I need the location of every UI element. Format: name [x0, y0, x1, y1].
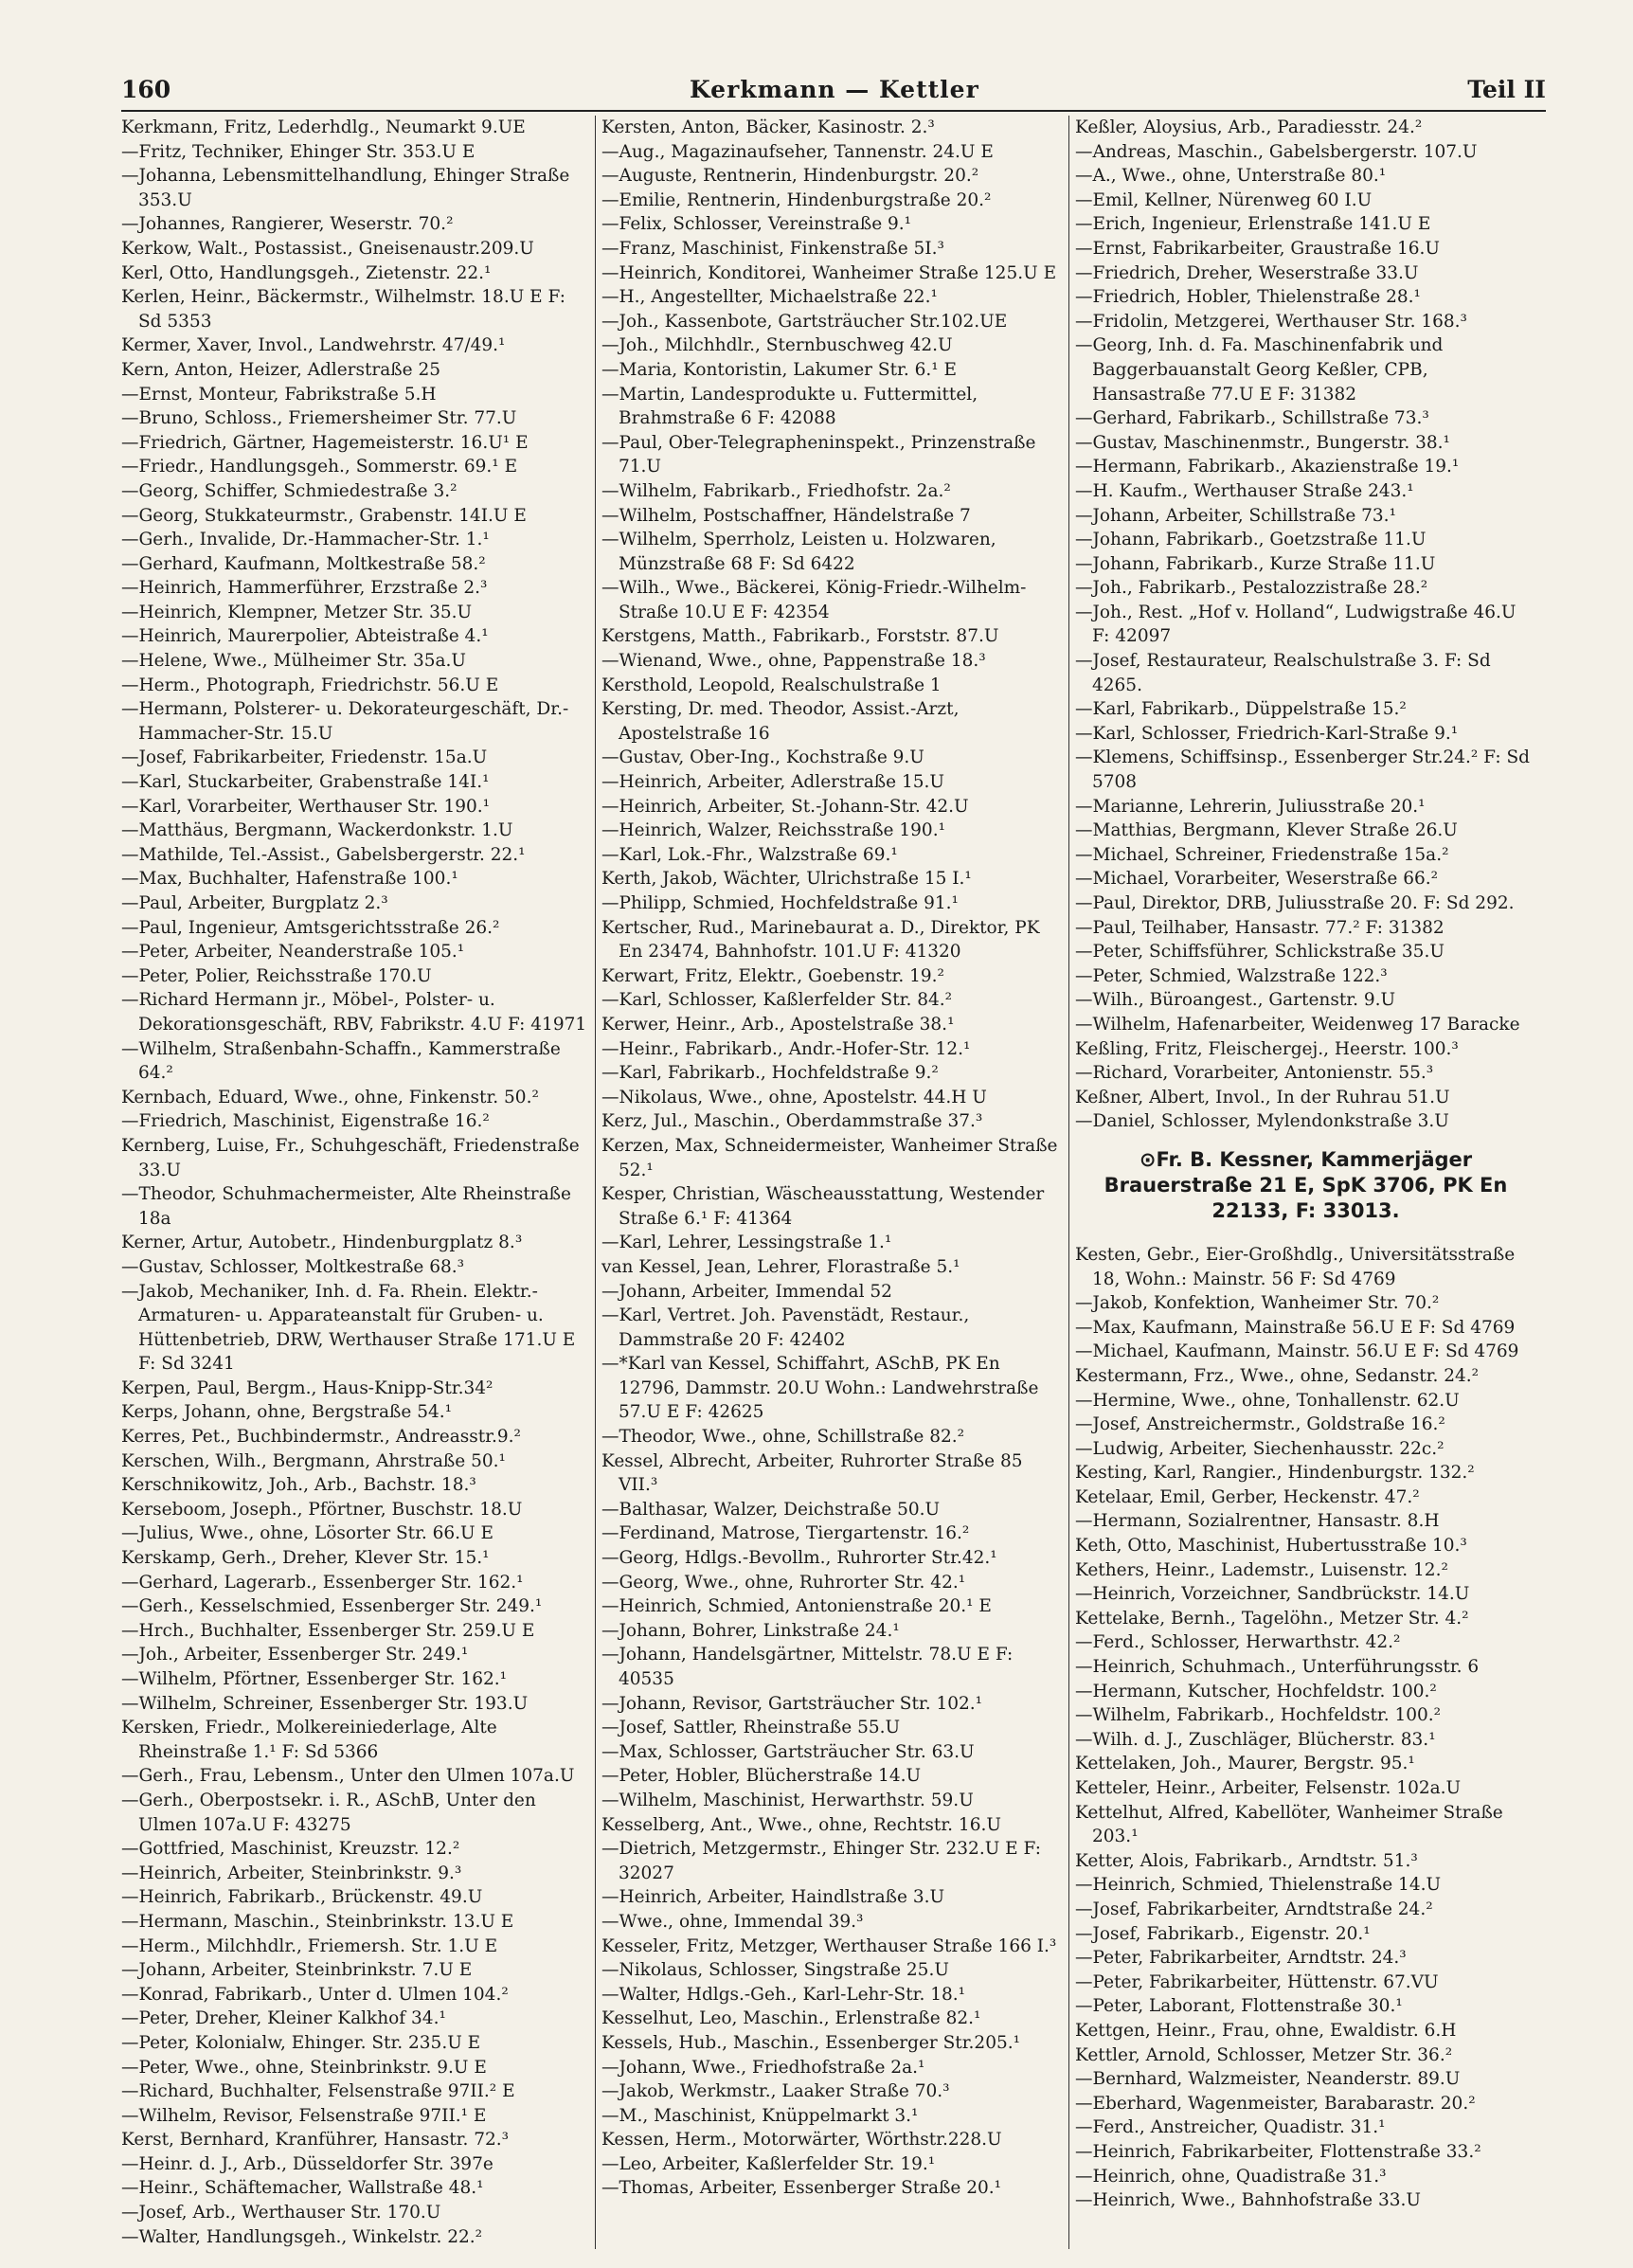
- directory-entry: —H. Kaufm., Werthauser Straße 243.¹: [1075, 480, 1414, 501]
- directory-entry: —Gerh., Frau, Lebensm., Unter den Ulmen 107a.U: [121, 1766, 575, 1787]
- directory-entry: —Heinrich, Schuhmach., Unterführungsstr. 6: [1075, 1657, 1480, 1678]
- directory-entry: —Wilhelm, Revisor, Felsenstraße 97II.¹ E: [121, 2105, 487, 2126]
- directory-columns: [121, 116, 1546, 2249]
- directory-entry: —Maria, Kontoristin, Lakumer Str. 6.¹ E: [601, 359, 958, 380]
- directory-entry: —Wilhelm, Pförtner, Essenberger Str. 162.¹: [121, 1669, 508, 1689]
- directory-entry: —Joh., Kassenbote, Gartsträucher Str.102.UE: [601, 311, 1008, 332]
- directory-entry: —Balthasar, Walzer, Deichstraße 50.U: [601, 1499, 941, 1520]
- directory-entry: —Georg, Wwe., ohne, Ruhrorter Str. 42.¹: [601, 1572, 966, 1593]
- advertisement-kessner: [1075, 1147, 1536, 1224]
- directory-entry: Kersting, Dr. med. Theodor, Assist.-Arzt, Apostelstraße 16: [601, 699, 960, 744]
- directory-entry: —Heinrich, Arbeiter, Adlerstraße 15.U: [601, 772, 944, 793]
- directory-entry: Kermer, Xaver, Invol., Landwehrstr. 47/49.¹: [121, 335, 506, 356]
- directory-entry: —A., Wwe., ohne, Unterstraße 80.¹: [1075, 166, 1387, 187]
- directory-entry: —Paul, Ober-Telegrapheninspekt., Prinzenstraße 71.U: [601, 432, 1036, 477]
- directory-entry: —Heinrich, Walzer, Reichsstraße 190.¹: [601, 820, 945, 841]
- directory-entry: Kerz, Jul., Maschin., Oberdammstraße 37.³: [601, 1111, 983, 1132]
- directory-entry: —Gerh., Oberpostsekr. i. R., ASchB, Unter den Ulmen 107a.U F: 43275: [121, 1790, 536, 1835]
- directory-entry: —Ferdinand, Matrose, Tiergartenstr. 16.²: [601, 1523, 970, 1544]
- directory-entry: —Herm., Milchhdlr., Friemersh. Str. 1.U E: [121, 1935, 498, 1956]
- directory-entry: Kettler, Arnold, Schlosser, Metzer Str. 36.²: [1075, 2044, 1453, 2065]
- directory-entry: —Johanna, Lebensmittelhandlung, Ehinger Straße 353.U: [121, 166, 570, 210]
- directory-entry: —Theodor, Schuhmachermeister, Alte Rheinstraße 18a: [121, 1184, 571, 1229]
- directory-entry: —Nikolaus, Wwe., ohne, Apostelstr. 44.H U: [601, 1087, 987, 1107]
- directory-entry: —Ernst, Monteur, Fabrikstraße 5.H: [121, 384, 437, 405]
- header-rule: [121, 110, 1546, 112]
- running-title: Kerkmann — Kettler: [690, 76, 979, 103]
- directory-entry: —Karl, Fabrikarb., Düppelstraße 15.²: [1075, 699, 1407, 720]
- directory-entry: —Georg, Stukkateurmstr., Grabenstr. 14I.U E: [121, 505, 527, 526]
- directory-entry: Kerpen, Paul, Bergm., Haus-Knipp-Str.34²: [121, 1377, 493, 1398]
- column-middle: [595, 116, 1068, 2249]
- directory-entry: —Gustav, Maschinenmstr., Bungerstr. 38.¹: [1075, 432, 1450, 453]
- directory-entry: —Walter, Handlungsgeh., Winkelstr. 22.²: [121, 2226, 483, 2247]
- ad-line-2: Brauerstraße 21 E, SpK 3706, PK En: [1104, 1173, 1508, 1197]
- directory-entry: —Wwe., ohne, Immendal 39.³: [601, 1911, 864, 1932]
- directory-entry: —Peter, Hobler, Blücherstraße 14.U: [601, 1766, 922, 1787]
- directory-entry: —Wilhelm, Hafenarbeiter, Weidenweg 17 Baracke: [1075, 1014, 1520, 1035]
- directory-entry: —Gerhard, Fabrikarb., Schillstraße 73.³: [1075, 408, 1429, 429]
- ad-marker-icon: ⊙: [1139, 1147, 1157, 1171]
- directory-entry: —Gerhard, Kaufmann, Moltkestraße 58.²: [121, 553, 486, 574]
- directory-entry: —Auguste, Rentnerin, Hindenburgstr. 20.²: [601, 166, 979, 187]
- directory-entry: —Matthäus, Bergmann, Wackerdonkstr. 1.U: [121, 820, 513, 841]
- directory-entry: —Eberhard, Wagenmeister, Barabarastr. 20.²: [1075, 2093, 1476, 2114]
- directory-entry: Kesting, Karl, Rangier., Hindenburgstr. 132.²: [1075, 1463, 1475, 1484]
- directory-entry: —Max, Buchhalter, Hafenstraße 100.¹: [121, 869, 458, 890]
- directory-entry: —Johann, Arbeiter, Schillstraße 73.¹: [1075, 505, 1396, 526]
- directory-entry: —Ferd., Anstreicher, Quadistr. 31.¹: [1075, 2117, 1386, 2138]
- directory-entry: Kernberg, Luise, Fr., Schuhgeschäft, Friedenstraße 33.U: [121, 1135, 580, 1180]
- directory-entry: —Josef, Restaurateur, Realschulstraße 3. F: Sd 4265.: [1075, 651, 1491, 695]
- directory-entry: van Kessel, Jean, Lehrer, Florastraße 5.¹: [601, 1256, 960, 1277]
- directory-entry: —Heinrich, Arbeiter, Haindlstraße 3.U: [601, 1887, 945, 1908]
- directory-entry: —Karl, Lok.-Fhr., Walzstraße 69.¹: [601, 844, 898, 865]
- directory-entry: —Max, Schlosser, Gartsträucher Str. 63.U: [601, 1741, 975, 1762]
- directory-entry: Kerwer, Heinr., Arb., Apostelstraße 38.¹: [601, 1014, 955, 1035]
- directory-entry: —Peter, Kolonialw, Ehinger. Str. 235.U E: [121, 2032, 481, 2053]
- directory-entry: —Leo, Arbeiter, Kaßlerfelder Str. 19.¹: [601, 2153, 936, 2174]
- directory-entry: —Philipp, Schmied, Hochfeldstraße 91.¹: [601, 893, 959, 913]
- directory-entry: —Heinr., Fabrikarb., Andr.-Hofer-Str. 12.¹: [601, 1038, 971, 1059]
- page-number: 160: [121, 76, 171, 103]
- directory-entry: —Paul, Direktor, DRB, Juliusstraße 20. F: Sd 292.: [1075, 893, 1515, 913]
- directory-entry: —Johann, Fabrikarb., Kurze Straße 11.U: [1075, 553, 1436, 574]
- directory-entry: —Josef, Fabrikarb., Eigenstr. 20.¹: [1075, 1923, 1371, 1944]
- directory-entry: —Wilhelm, Fabrikarb., Hochfeldstr. 100.²: [1075, 1705, 1442, 1726]
- directory-entry: Kerkow, Walt., Postassist., Gneisenaustr.209.U: [121, 238, 534, 259]
- directory-entry: Kerseboom, Joseph., Pförtner, Buschstr. 18.U: [121, 1499, 523, 1520]
- directory-entry: —Gottfried, Maschinist, Kreuzstr. 12.²: [121, 1839, 460, 1860]
- directory-entry: —Peter, Schiffsführer, Schlickstraße 35.U: [1075, 942, 1445, 963]
- directory-entry: —Michael, Schreiner, Friedenstraße 15a.²: [1075, 844, 1449, 865]
- directory-entry: —Karl, Lehrer, Lessingstraße 1.¹: [601, 1233, 892, 1253]
- directory-entry: —Helene, Wwe., Mülheimer Str. 35a.U: [121, 651, 467, 672]
- directory-entry: —Hermann, Sozialrentner, Hansastr. 8.H: [1075, 1511, 1440, 1532]
- directory-entry: —Ernst, Fabrikarbeiter, Graustraße 16.U: [1075, 238, 1440, 259]
- directory-entry: —Josef, Anstreichermstr., Goldstraße 16.²: [1075, 1414, 1445, 1435]
- directory-entry: Kerschnikowitz, Joh., Arb., Bachstr. 18.³: [121, 1475, 476, 1496]
- directory-entry: —Mathilde, Tel.-Assist., Gabelsbergerstr. 22.¹: [121, 844, 526, 865]
- directory-entry: —Gerh., Kesselschmied, Essenberger Str. 249.¹: [121, 1596, 543, 1617]
- directory-entry: —Paul, Teilhaber, Hansastr. 77.² F: 31382: [1075, 917, 1445, 938]
- directory-entry: —Johann, Arbeiter, Immendal 52: [601, 1281, 892, 1302]
- directory-entry: —Hermann, Polsterer- u. Dekorateurgeschäft, Dr.-Hammacher-Str. 15.U: [121, 699, 569, 744]
- directory-entry: —Heinrich, Schmied, Thielenstraße 14.U: [1075, 1875, 1442, 1896]
- directory-entry: Kerlen, Heinr., Bäckermstr., Wilhelmstr. 18.U E F: Sd 5353: [121, 287, 565, 332]
- directory-entry: Kettelhut, Alfred, Kabellöter, Wanheimer Straße 203.¹: [1075, 1802, 1503, 1847]
- directory-entry: —Friedrich, Dreher, Weserstraße 33.U: [1075, 262, 1419, 283]
- directory-entry: Ketter, Alois, Fabrikarb., Arndtstr. 51.³: [1075, 1850, 1418, 1871]
- directory-entry: —Peter, Wwe., ohne, Steinbrinkstr. 9.U E: [121, 2057, 487, 2078]
- directory-entry: —Klemens, Schiffsinsp., Essenberger Str.24.² F: Sd 5708: [1075, 747, 1530, 793]
- directory-entry: —Friedrich, Gärtner, Hagemeisterstr. 16.U¹ E: [121, 432, 529, 453]
- directory-entry: —Bernhard, Walzmeister, Neanderstr. 89.U: [1075, 2069, 1461, 2090]
- directory-entry: Kesseler, Fritz, Metzger, Werthauser Straße 166 I.³: [601, 1935, 1057, 1956]
- directory-entry: Kettgen, Heinr., Frau, ohne, Ewaldistr. 6.H: [1075, 2020, 1457, 2041]
- column-left: [121, 116, 595, 2249]
- directory-entry: —Felix, Schlosser, Vereinstraße 9.¹: [601, 214, 912, 235]
- directory-entry: —Josef, Sattler, Rheinstraße 55.U: [601, 1718, 901, 1738]
- directory-entry: Kerskamp, Gerh., Dreher, Klever Str. 15.¹: [121, 1548, 490, 1569]
- directory-entry: —Emilie, Rentnerin, Hindenburgstraße 20.²: [601, 189, 992, 210]
- directory-entry: —Gerhard, Lagerarb., Essenberger Str. 162.¹: [121, 1572, 524, 1593]
- directory-entry: —Paul, Arbeiter, Burgplatz 2.³: [121, 893, 388, 913]
- directory-entry: Kethers, Heinr., Lademstr., Luisenstr. 12.²: [1075, 1559, 1448, 1580]
- directory-entry: —Karl, Stuckarbeiter, Grabenstraße 14I.¹: [121, 772, 490, 793]
- directory-entry: —Karl, Fabrikarb., Hochfeldstraße 9.²: [601, 1063, 939, 1084]
- directory-entry: Kersthold, Leopold, Realschulstraße 1: [601, 675, 942, 695]
- column-right-entries-bottom: [1075, 1243, 1536, 2213]
- directory-entry: —Herm., Photograph, Friedrichstr. 56.U E: [121, 675, 499, 695]
- directory-entry: —Heinr., Schäftemacher, Wallstraße 48.¹: [121, 2178, 484, 2199]
- directory-entry: —Thomas, Arbeiter, Essenberger Straße 20.¹: [601, 2178, 1002, 2199]
- directory-entry: —Heinrich, Konditorei, Wanheimer Straße 125.U E: [601, 262, 1057, 283]
- directory-entry: —Heinrich, Arbeiter, Steinbrinkstr. 9.³: [121, 1863, 462, 1883]
- directory-entry: —Wilhelm, Postschaffner, Händelstraße 7: [601, 505, 971, 526]
- directory-entry: Kerschen, Wilh., Bergmann, Ahrstraße 50.¹: [121, 1450, 506, 1471]
- page-header: [121, 76, 1546, 108]
- directory-entry: —Heinrich, Fabrikarb., Brückenstr. 49.U: [121, 1887, 483, 1908]
- directory-entry: —Marianne, Lehrerin, Juliusstraße 20.¹: [1075, 796, 1426, 817]
- directory-entry: Kesten, Gebr., Eier-Großhdlg., Universitätsstraße 18, Wohn.: Mainstr. 56 F: Sd 4769: [1075, 1244, 1516, 1289]
- directory-entry: —Martin, Landesprodukte u. Futtermittel, Brahmstraße 6 F: 42088: [601, 384, 978, 429]
- directory-entry: —Paul, Ingenieur, Amtsgerichtsstraße 26.²: [121, 917, 500, 938]
- directory-entry: —Heinrich, Maurerpolier, Abteistraße 4.¹: [121, 626, 489, 647]
- directory-entry: —Ferd., Schlosser, Herwarthstr. 42.²: [1075, 1632, 1401, 1653]
- directory-entry: Keßler, Aloysius, Arb., Paradiesstr. 24.²: [1075, 117, 1423, 137]
- directory-entry: —Heinrich, Klempner, Metzer Str. 35.U: [121, 602, 473, 622]
- directory-entry: —Heinrich, Fabrikarbeiter, Flottenstraße 33.²: [1075, 2141, 1481, 2162]
- directory-entry: —Nikolaus, Schlosser, Singstraße 25.U: [601, 1960, 949, 1981]
- directory-entry: —Hermine, Wwe., ohne, Tonhallenstr. 62.U: [1075, 1390, 1460, 1411]
- directory-entry: —Georg, Hdlgs.-Bevollm., Ruhrorter Str.42.¹: [601, 1548, 997, 1569]
- directory-entry: —Dietrich, Metzgermstr., Ehinger Str. 232.U E F: 32027: [601, 1839, 1041, 1883]
- column-right: [1068, 116, 1542, 2249]
- directory-entry: —Wilhelm, Maschinist, Herwarthstr. 59.U: [601, 1790, 974, 1810]
- directory-entry: Kerres, Pet., Buchbindermstr., Andreasstr.9.²: [121, 1427, 521, 1448]
- directory-entry: —Max, Kaufmann, Mainstraße 56.U E F: Sd 4769: [1075, 1317, 1516, 1338]
- directory-entry: Kerner, Artur, Autobetr., Hindenburgplatz 8.³: [121, 1233, 523, 1253]
- directory-entry: —Friedrich, Maschinist, Eigenstraße 16.²: [121, 1111, 490, 1132]
- directory-entry: —Richard, Vorarbeiter, Antonienstr. 55.³: [1075, 1063, 1434, 1084]
- directory-entry: —Emil, Kellner, Nürenweg 60 I.U: [1075, 189, 1373, 210]
- directory-entry: —Jakob, Werkmstr., Laaker Straße 70.³: [601, 2081, 950, 2102]
- directory-entry: —Heinr. d. J., Arb., Düsseldorfer Str. 397e: [121, 2153, 493, 2174]
- directory-entry: Keßner, Albert, Invol., In der Ruhrau 51.U: [1075, 1087, 1450, 1107]
- directory-entry: —Hermann, Fabrikarb., Akazienstraße 19.¹: [1075, 457, 1460, 477]
- directory-entry: —Joh., Arbeiter, Essenberger Str. 249.¹: [121, 1645, 469, 1665]
- directory-entry: —Erich, Ingenieur, Erlenstraße 141.U E: [1075, 214, 1431, 235]
- directory-entry: —Walter, Hdlgs.-Geh., Karl-Lehr-Str. 18.¹: [601, 1984, 966, 2005]
- directory-entry: —Heinrich, Vorzeichner, Sandbrückstr. 14.U: [1075, 1584, 1470, 1605]
- directory-entry: —Fritz, Techniker, Ehinger Str. 353.U E: [121, 141, 476, 162]
- directory-entry: —Heinrich, Arbeiter, St.-Johann-Str. 42.U: [601, 796, 969, 817]
- directory-entry: —Jakob, Konfektion, Wanheimer Str. 70.²: [1075, 1293, 1440, 1314]
- directory-entry: Kern, Anton, Heizer, Adlerstraße 25: [121, 359, 441, 380]
- directory-entry: Kerl, Otto, Handlungsgeh., Zietenstr. 22.¹: [121, 262, 492, 283]
- ad-title: Fr. B. Kessner, Kammerjäger: [1156, 1147, 1473, 1171]
- directory-entry: —Johann, Bohrer, Linkstraße 24.¹: [601, 1620, 900, 1641]
- column-right-entries-top: [1075, 116, 1536, 1134]
- directory-entry: —Hrch., Buchhalter, Essenberger Str. 259.U E: [121, 1620, 535, 1641]
- directory-entry: —Friedr., Handlungsgeh., Sommerstr. 69.¹ E: [121, 457, 518, 477]
- directory-entry: —Karl, Vorarbeiter, Werthauser Str. 190.¹: [121, 796, 491, 817]
- directory-entry: Keth, Otto, Maschinist, Hubertusstraße 10.³: [1075, 1536, 1467, 1557]
- directory-entry: —Johann, Revisor, Gartsträucher Str. 102.¹: [601, 1693, 983, 1714]
- directory-entry: Kettelaken, Joh., Maurer, Bergstr. 95.¹: [1075, 1754, 1415, 1774]
- directory-entry: —Michael, Vorarbeiter, Weserstraße 66.²: [1075, 869, 1439, 890]
- directory-entry: —Gustav, Ober-Ing., Kochstraße 9.U: [601, 747, 924, 768]
- directory-entry: —Fridolin, Metzgerei, Werthauser Str. 168.³: [1075, 311, 1467, 332]
- directory-entry: —Johann, Wwe., Friedhofstraße 2a.¹: [601, 2057, 925, 2078]
- directory-entry: —Heinrich, Wwe., Bahnhofstraße 33.U: [1075, 2190, 1422, 2211]
- directory-entry: —Gustav, Schlosser, Moltkestraße 68.³: [121, 1256, 465, 1277]
- directory-entry: —Peter, Arbeiter, Neanderstraße 105.¹: [121, 942, 465, 963]
- directory-entry: —Georg, Inh. d. Fa. Maschinenfabrik und Baggerbauanstalt Georg Keßler, CPB, Hansastraße 77.U E F: 31382: [1075, 335, 1444, 405]
- directory-entry: —Johannes, Rangierer, Weserstr. 70.²: [121, 214, 454, 235]
- directory-entry: Kerps, Johann, ohne, Bergstraße 54.¹: [121, 1402, 453, 1423]
- directory-entry: —Joh., Fabrikarb., Pestalozzistraße 28.²: [1075, 578, 1428, 599]
- directory-entry: Kerzen, Max, Schneidermeister, Wanheimer Straße 52.¹: [601, 1135, 1058, 1180]
- directory-entry: —Daniel, Schlosser, Mylendonkstraße 3.U: [1075, 1111, 1449, 1132]
- part-label: Teil II: [1467, 76, 1546, 103]
- directory-entry: —M., Maschinist, Knüppelmarkt 3.¹: [601, 2105, 919, 2126]
- directory-entry: Kerstgens, Matth., Fabrikarb., Forststr. 87.U: [601, 626, 999, 647]
- directory-entry: —Josef, Fabrikarbeiter, Arndtstraße 24.²: [1075, 1899, 1433, 1919]
- directory-entry: —*Karl van Kessel, Schiffahrt, ASchB, PK En 12796, Dammstr. 20.U Wohn.: Landwehrstraße 57.U E F: 42625: [601, 1354, 1039, 1423]
- directory-entry: —Peter, Fabrikarbeiter, Arndtstr. 24.³: [1075, 1948, 1407, 1969]
- directory-entry: —Richard, Buchhalter, Felsenstraße 97II.² E: [121, 2081, 515, 2102]
- directory-entry: —Bruno, Schloss., Friemersheimer Str. 77.U: [121, 408, 517, 429]
- directory-entry: Kersten, Anton, Bäcker, Kasinostr. 2.³: [601, 117, 935, 137]
- directory-entry: —Peter, Laborant, Flottenstraße 30.¹: [1075, 1996, 1403, 2017]
- directory-entry: —Peter, Dreher, Kleiner Kalkhof 34.¹: [121, 2008, 446, 2029]
- directory-entry: —Heinrich, ohne, Quadistraße 31.³: [1075, 2166, 1387, 2187]
- directory-entry: —Joh., Rest. „Hof v. Holland“, Ludwigstraße 46.U F: 42097: [1075, 602, 1516, 647]
- directory-entry: —Karl, Vertret. Joh. Pavenstädt, Restaur., Dammstraße 20 F: 42402: [601, 1305, 970, 1350]
- ad-line-1: [1075, 1147, 1536, 1173]
- directory-entry: —Georg, Schiffer, Schmiedestraße 3.²: [121, 480, 458, 501]
- directory-entry: —Josef, Fabrikarbeiter, Friedenstr. 15a.U: [121, 747, 488, 768]
- directory-entry: —H., Angestellter, Michaelstraße 22.¹: [601, 287, 938, 308]
- directory-entry: —Peter, Polier, Reichsstraße 170.U: [121, 965, 432, 986]
- directory-entry: Kerst, Bernhard, Kranführer, Hansastr. 72.³: [121, 2130, 510, 2151]
- directory-entry: —Konrad, Fabrikarb., Unter d. Ulmen 104.²: [121, 1984, 509, 2005]
- directory-entry: —Michael, Kaufmann, Mainstr. 56.U E F: Sd 4769: [1075, 1341, 1519, 1362]
- directory-entry: Kerwart, Fritz, Elektr., Goebenstr. 19.²: [601, 965, 944, 986]
- directory-entry: Kersken, Friedr., Molkereiniederlage, Alte Rheinstraße 1.¹ F: Sd 5366: [121, 1718, 497, 1762]
- directory-entry: —Julius, Wwe., ohne, Lösorter Str. 66.U E: [121, 1523, 494, 1544]
- directory-entry: Kestermann, Frz., Wwe., ohne, Sedanstr. 24.²: [1075, 1365, 1480, 1386]
- directory-entry: —Franz, Maschinist, Finkenstraße 5I.³: [601, 238, 944, 259]
- directory-entry: —Wilhelm, Schreiner, Essenberger Str. 193.U: [121, 1693, 529, 1714]
- directory-entry: Kettelake, Bernh., Tagelöhn., Metzer Str. 4.²: [1075, 1608, 1469, 1629]
- directory-entry: —Ludwig, Arbeiter, Siechenhausstr. 22c.²: [1075, 1438, 1445, 1459]
- directory-entry: —Wilhelm, Sperrholz, Leisten u. Holzwaren, Münzstraße 68 F: Sd 6422: [601, 530, 996, 574]
- directory-entry: —Johann, Arbeiter, Steinbrinkstr. 7.U E: [121, 1960, 473, 1981]
- directory-entry: —Jakob, Mechaniker, Inh. d. Fa. Rhein. Elektr.-Armaturen- u. Apparateanstalt für Gruben- u. Hüttenbetrieb, DRW, Werthauser Straße 171.U E F: Sd 3241: [121, 1281, 576, 1375]
- directory-entry: —Hermann, Kutscher, Hochfeldstr. 100.²: [1075, 1681, 1437, 1701]
- directory-entry: —Wilhelm, Fabrikarb., Friedhofstr. 2a.²: [601, 480, 951, 501]
- directory-entry: Kerth, Jakob, Wächter, Ulrichstraße 15 I.¹: [601, 869, 972, 890]
- directory-entry: Kessel, Albrecht, Arbeiter, Ruhrorter Straße 85 VII.³: [601, 1450, 1023, 1496]
- directory-entry: —Heinrich, Schmied, Antonienstraße 20.¹ E: [601, 1596, 992, 1617]
- directory-entry: —Josef, Arb., Werthauser Str. 170.U: [121, 2203, 441, 2223]
- directory-entry: —Hermann, Maschin., Steinbrinkstr. 13.U E: [121, 1911, 514, 1932]
- directory-entry: —Heinrich, Hammerführer, Erzstraße 2.³: [121, 578, 488, 599]
- directory-entry: —Gerh., Invalide, Dr.-Hammacher-Str. 1.¹: [121, 530, 490, 550]
- directory-entry: Keßling, Fritz, Fleischergej., Heerstr. 100.³: [1075, 1038, 1459, 1059]
- directory-entry: —Wilh. d. J., Zuschläger, Blücherstr. 83.¹: [1075, 1729, 1436, 1750]
- directory-entry: —Friedrich, Hobler, Thielenstraße 28.¹: [1075, 287, 1421, 308]
- directory-entry: Kesselberg, Ant., Wwe., ohne, Rechtstr. 16.U: [601, 1814, 1001, 1835]
- directory-entry: —Wienand, Wwe., ohne, Pappenstraße 18.³: [601, 651, 986, 672]
- directory-entry: —Wilh., Büroangest., Gartenstr. 9.U: [1075, 990, 1396, 1011]
- directory-entry: —Aug., Magazinaufseher, Tannenstr. 24.U E: [601, 141, 994, 162]
- directory-entry: —Peter, Schmied, Walzstraße 122.³: [1075, 965, 1388, 986]
- directory-entry: —Joh., Milchhdlr., Sternbuschweg 42.U: [601, 335, 953, 356]
- directory-entry: —Matthias, Bergmann, Klever Straße 26.U: [1075, 820, 1458, 841]
- directory-entry: Kertscher, Rud., Marinebaurat a. D., Direktor, PK En 23474, Bahnhofstr. 101.U F: 41320: [601, 917, 1040, 963]
- directory-entry: —Andreas, Maschin., Gabelsbergerstr. 107.U: [1075, 141, 1478, 162]
- directory-entry: —Theodor, Wwe., ohne, Schillstraße 82.²: [601, 1427, 965, 1448]
- ad-line-3: 22133, F: 33013.: [1211, 1198, 1400, 1222]
- directory-entry: Kerkmann, Fritz, Lederhdlg., Neumarkt 9.UE: [121, 117, 526, 137]
- directory-entry: Ketelaar, Emil, Gerber, Heckenstr. 47.²: [1075, 1486, 1420, 1507]
- directory-entry: Kernbach, Eduard, Wwe., ohne, Finkenstr. 50.²: [121, 1087, 539, 1107]
- directory-entry: —Wilh., Wwe., Bäckerei, König-Friedr.-Wilhelm-Straße 10.U E F: 42354: [601, 578, 1027, 622]
- directory-entry: —Johann, Handelsgärtner, Mittelstr. 78.U E F: 40535: [601, 1645, 1014, 1689]
- directory-entry: Kesper, Christian, Wäscheausstattung, Westender Straße 6.¹ F: 41364: [601, 1184, 1045, 1229]
- directory-entry: Kessels, Hub., Maschin., Essenberger Str.205.¹: [601, 2032, 1021, 2053]
- directory-entry: —Johann, Fabrikarb., Goetzstraße 11.U: [1075, 530, 1427, 550]
- directory-entry: Kesselhut, Leo, Maschin., Erlenstraße 82.¹: [601, 2008, 981, 2029]
- directory-entry: —Peter, Fabrikarbeiter, Hüttenstr. 67.VU: [1075, 1971, 1439, 1992]
- directory-entry: —Karl, Schlosser, Kaßlerfelder Str. 84.²: [601, 990, 953, 1011]
- directory-entry: —Karl, Schlosser, Friedrich-Karl-Straße 9.¹: [1075, 723, 1459, 744]
- directory-entry: —Richard Hermann jr., Möbel-, Polster- u. Dekorationsgeschäft, RBV, Fabrikstr. 4.U F: 41971: [121, 990, 587, 1035]
- directory-entry: Ketteler, Heinr., Arbeiter, Felsenstr. 102a.U: [1075, 1778, 1462, 1798]
- directory-entry: Kessen, Herm., Motorwärter, Wörthstr.228.U: [601, 2130, 1002, 2151]
- directory-entry: —Wilhelm, Straßenbahn-Schaffn., Kammerstraße 64.²: [121, 1038, 561, 1084]
